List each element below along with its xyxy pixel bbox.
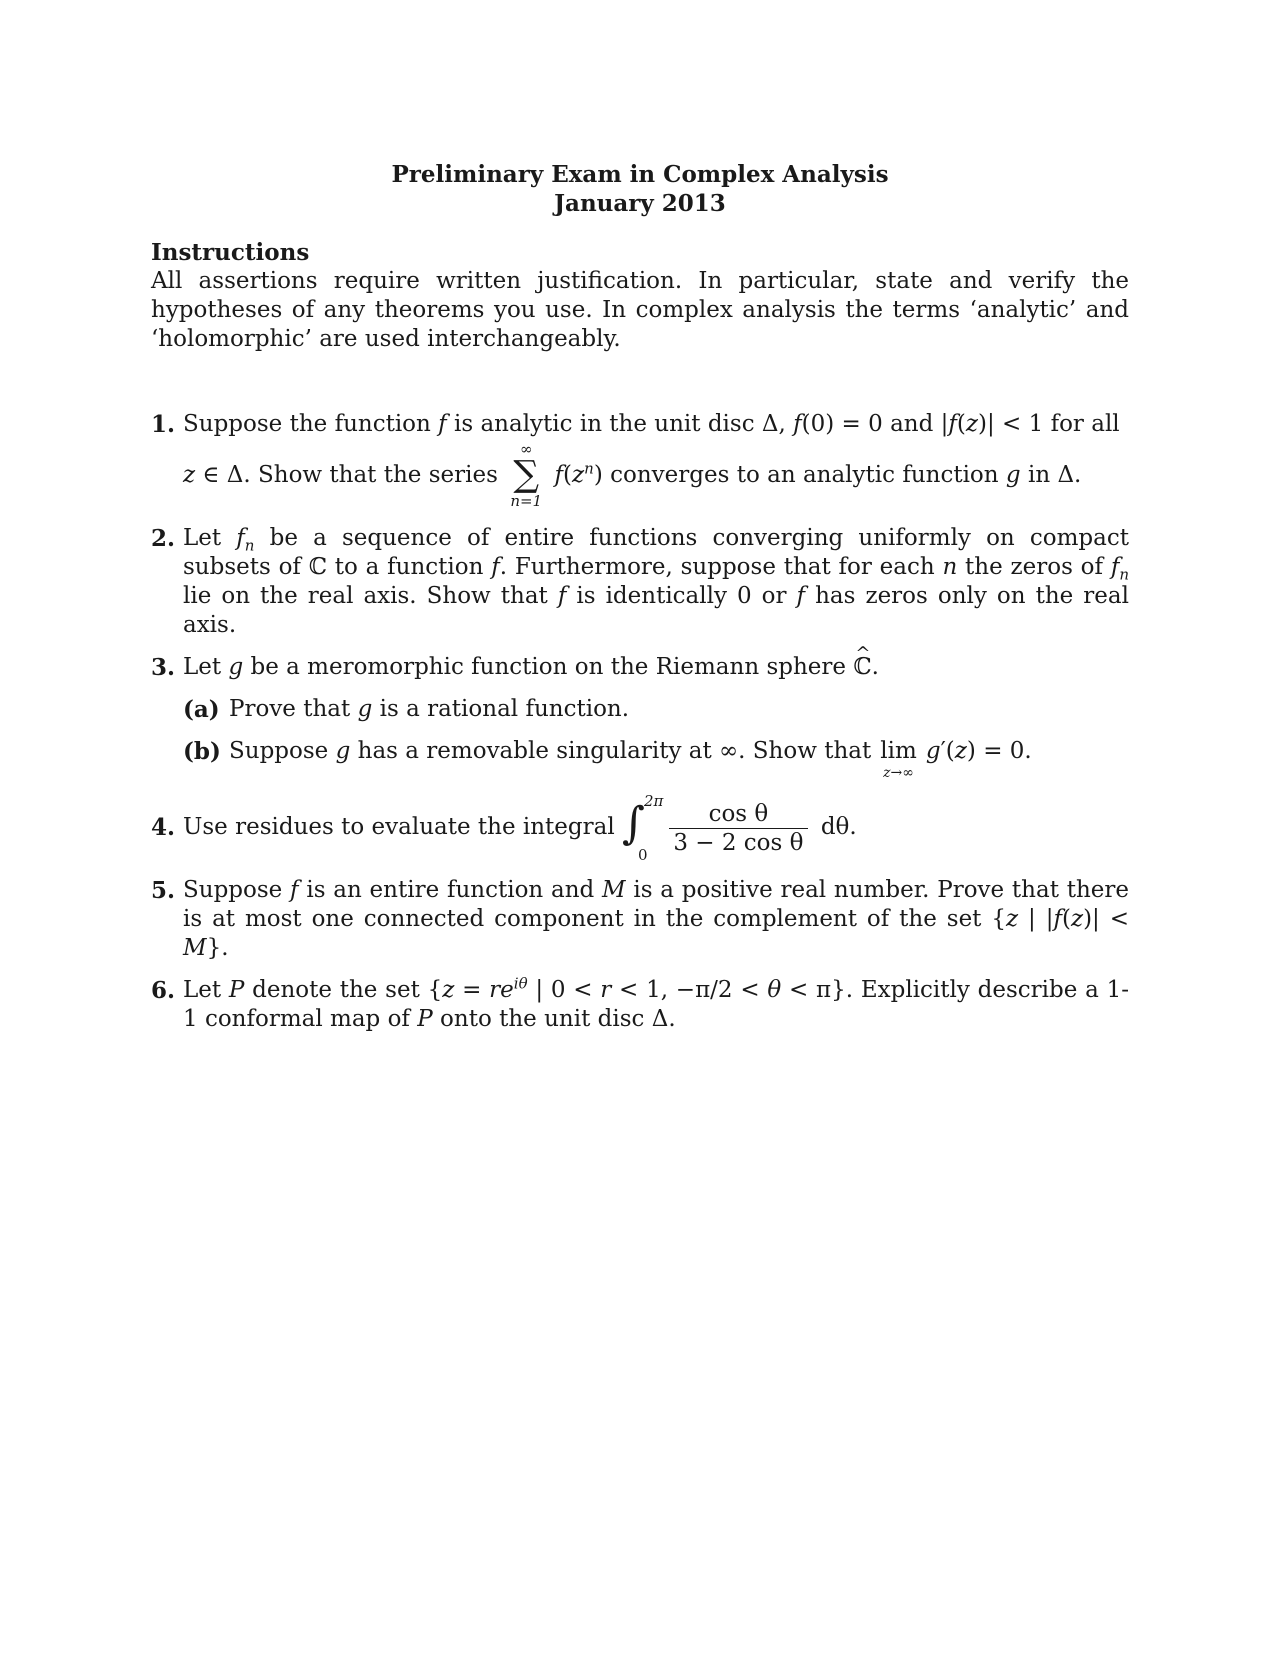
problem-3-text: Let g be a meromorphic function on the Riemann sphere ^ ℂ.: [183, 653, 1129, 682]
limit-subscript: z→∞: [883, 765, 914, 781]
problem-5-number: 5.: [151, 877, 176, 904]
problem-3a-text: Prove that g is a rational function.: [229, 696, 630, 722]
integral-sign: [622, 792, 664, 864]
problem-3b: [183, 737, 1129, 780]
integral-lower-limit: 0: [638, 846, 648, 864]
title-line-1: Preliminary Exam in Complex Analysis: [391, 161, 889, 188]
instructions-heading: Instructions: [151, 239, 310, 266]
problem-1-line-1: Suppose the function f is analytic in the unit disc Δ, f(0) = 0 and |f(z)| < 1 for all: [183, 411, 1120, 437]
title-line-2: January 2013: [554, 190, 726, 217]
summation: [505, 441, 547, 511]
fraction-denominator: 3 − 2 cos θ: [673, 829, 804, 856]
sigma-symbol: ∑: [513, 454, 540, 495]
problem-4: [151, 793, 1129, 863]
problem-6: [151, 976, 1129, 1034]
integral-upper-limit: 2π: [644, 792, 664, 810]
problem-3: [151, 653, 1129, 780]
problem-6-text: Let P denote the set {$z = re^{i\theta}$ | 0 < r < 1, −π/2 < θ < π}. Explicitly describe a 1-1 conformal map of P onto the unit disc Δ.: [183, 974, 1129, 1032]
problem-1-line-2: z ∈ Δ. Show that the series ∞ ∑ n=1 $f(z^n)$ converges to an analytic function g in Δ.: [183, 440, 1082, 510]
sum-upper-limit: ∞: [519, 440, 533, 458]
sum-lower-limit: n=1: [510, 492, 543, 510]
problem-2-text: Let $f_n$ be a sequence of entire functions converging uniformly on compact subsets of ℂ to a function f. Furthermore, suppose that for each n the zeros of $f_n$ lie on the real axis. Show that f is identically 0 or f has zeros only on the real axis.: [183, 525, 1129, 638]
problem-2: [151, 524, 1129, 640]
limit-operator: lim z→∞: [880, 738, 917, 781]
problem-4-tail: dθ.: [820, 814, 857, 840]
problem-5: [151, 876, 1129, 963]
problem-2-number: 2.: [151, 525, 176, 552]
problem-3a: [183, 695, 1129, 724]
problem-6-number: 6.: [151, 977, 176, 1004]
problem-4-lead: Use residues to evaluate the integral: [183, 814, 615, 840]
problem-list: [151, 410, 1129, 1034]
problem-5-text: Suppose f is an entire function and M is a positive real number. Prove that there is at most one connected component in the complement of the set {z | |f(z)| < M}.: [183, 877, 1129, 961]
instructions-text: All assertions require written justification. In particular, state and verify the hypotheses of any theorems you use. In complex analysis the terms ‘analytic’ and ‘holomorphic’ are used interchangeably.: [151, 268, 1129, 352]
fraction-numerator: cos θ: [669, 800, 807, 829]
problem-3-number: 3.: [151, 654, 176, 681]
problem-4-text: [183, 793, 1129, 863]
problem-1-number: 1.: [151, 411, 176, 438]
problem-1: [151, 410, 1129, 511]
exam-page: [151, 160, 1129, 1047]
problem-4-number: 4.: [151, 814, 176, 841]
exam-title: [151, 160, 1129, 218]
problem-3b-text: Suppose g has a removable singularity at ∞. Show that lim z→∞ g′(z) = 0.: [229, 738, 1032, 781]
integrand-fraction: [669, 800, 807, 857]
problem-3b-label: (b): [183, 738, 221, 765]
integral-symbol: ∫: [622, 798, 645, 849]
problem-3a-label: (a): [183, 696, 220, 723]
